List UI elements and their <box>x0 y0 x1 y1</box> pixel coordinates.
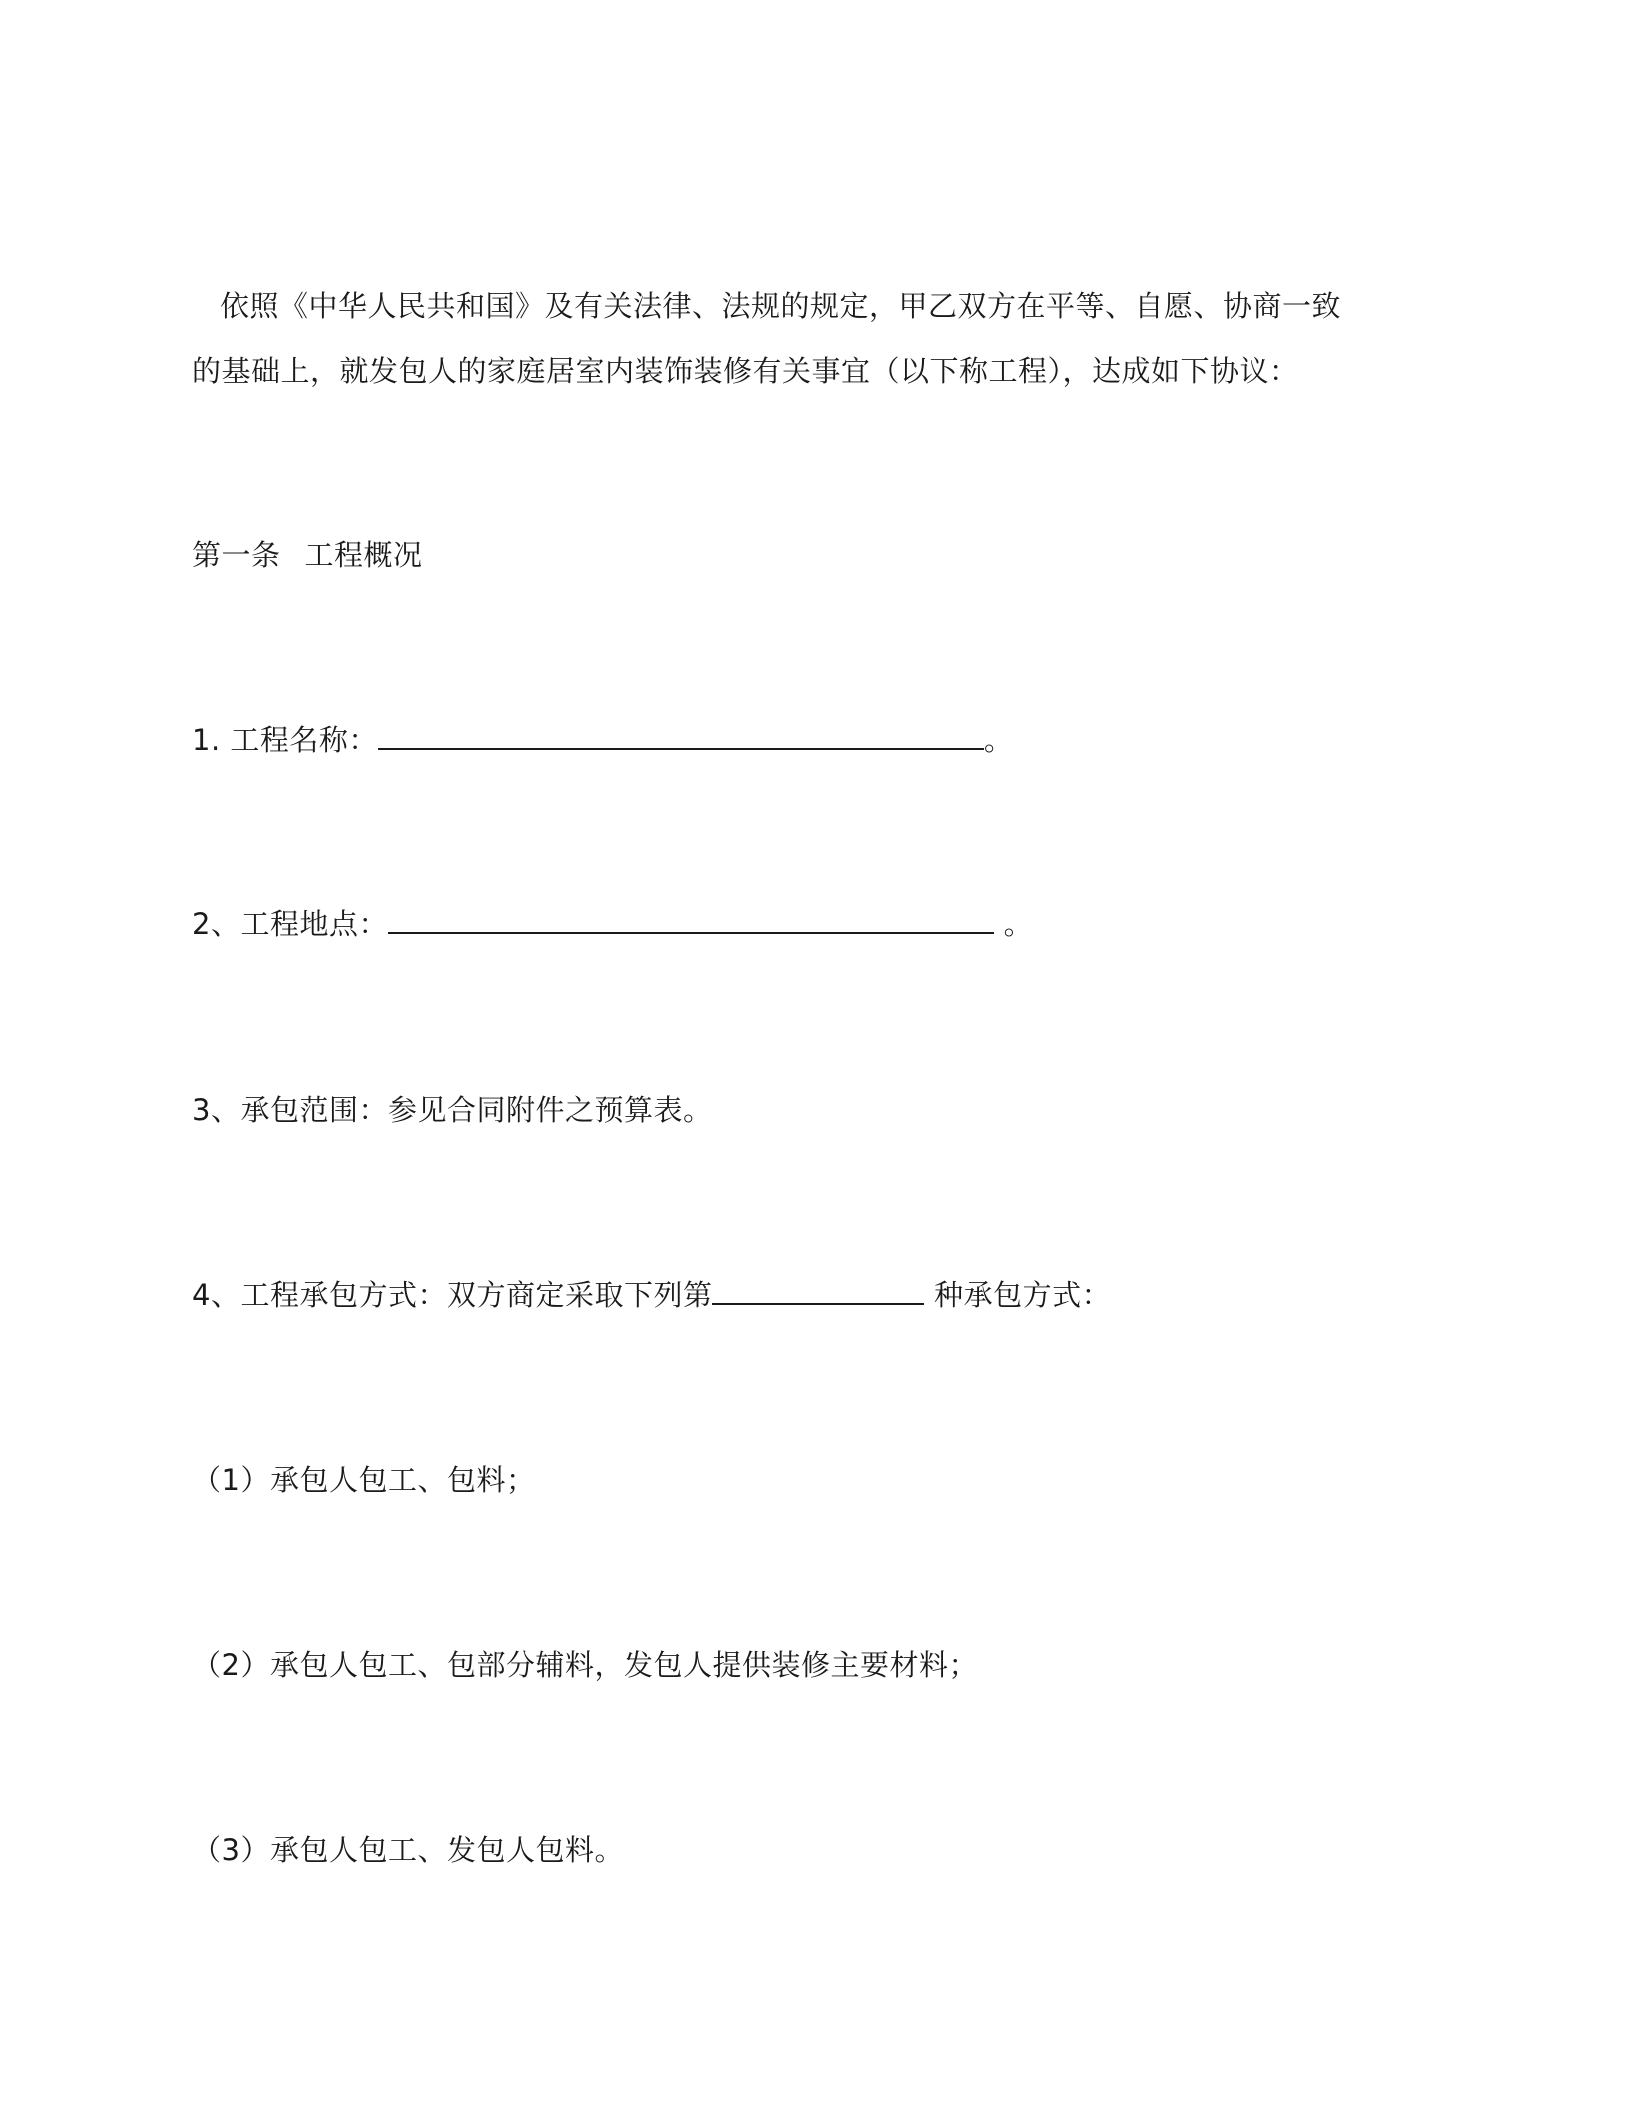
item-contract-method-label: 4、工程承包方式：双方商定采取下列第 <box>192 1278 713 1312</box>
intro-paragraph-line-1 <box>220 286 1341 326</box>
item-project-name-label: 1. 工程名称： <box>192 723 378 757</box>
item-contract-method-end: 种承包方式： <box>924 1278 1112 1312</box>
item-contract-method <box>192 1275 1111 1315</box>
intro-text-1: 依照《中华人民共和国》及有关法律、法规的规定，甲乙双方在平等、自愿、协商一致 <box>220 289 1342 323</box>
contract-method-blank-field[interactable] <box>712 1277 924 1305</box>
option-1-text: （1）承包人包工、包料； <box>192 1463 536 1497</box>
option-3 <box>192 1830 624 1870</box>
item-project-location-end: 。 <box>993 907 1034 941</box>
item-contract-scope-text: 3、承包范围：参见合同附件之预算表。 <box>192 1093 713 1127</box>
item-contract-scope <box>192 1090 712 1130</box>
option-2-text: （2）承包人包工、包部分辅料，发包人提供装修主要材料； <box>192 1648 978 1682</box>
option-1 <box>192 1460 535 1500</box>
project-name-blank-field[interactable] <box>378 722 984 750</box>
item-project-location <box>192 904 1033 944</box>
intro-text-2: 的基础上，就发包人的家庭居室内装饰装修有关事宜（以下称工程），达成如下协议： <box>192 354 1299 388</box>
option-2 <box>192 1645 978 1685</box>
item-project-name-end: 。 <box>983 723 1014 757</box>
article-heading <box>192 535 423 575</box>
article-title: 工程概况 <box>304 538 423 572</box>
item-project-name <box>192 720 1013 760</box>
item-project-location-label: 2、工程地点： <box>192 907 388 941</box>
project-location-blank-field[interactable] <box>388 906 994 934</box>
intro-paragraph-line-2 <box>192 351 1299 391</box>
article-number: 第一条 <box>192 538 281 572</box>
option-3-text: （3）承包人包工、发包人包料。 <box>192 1833 624 1867</box>
